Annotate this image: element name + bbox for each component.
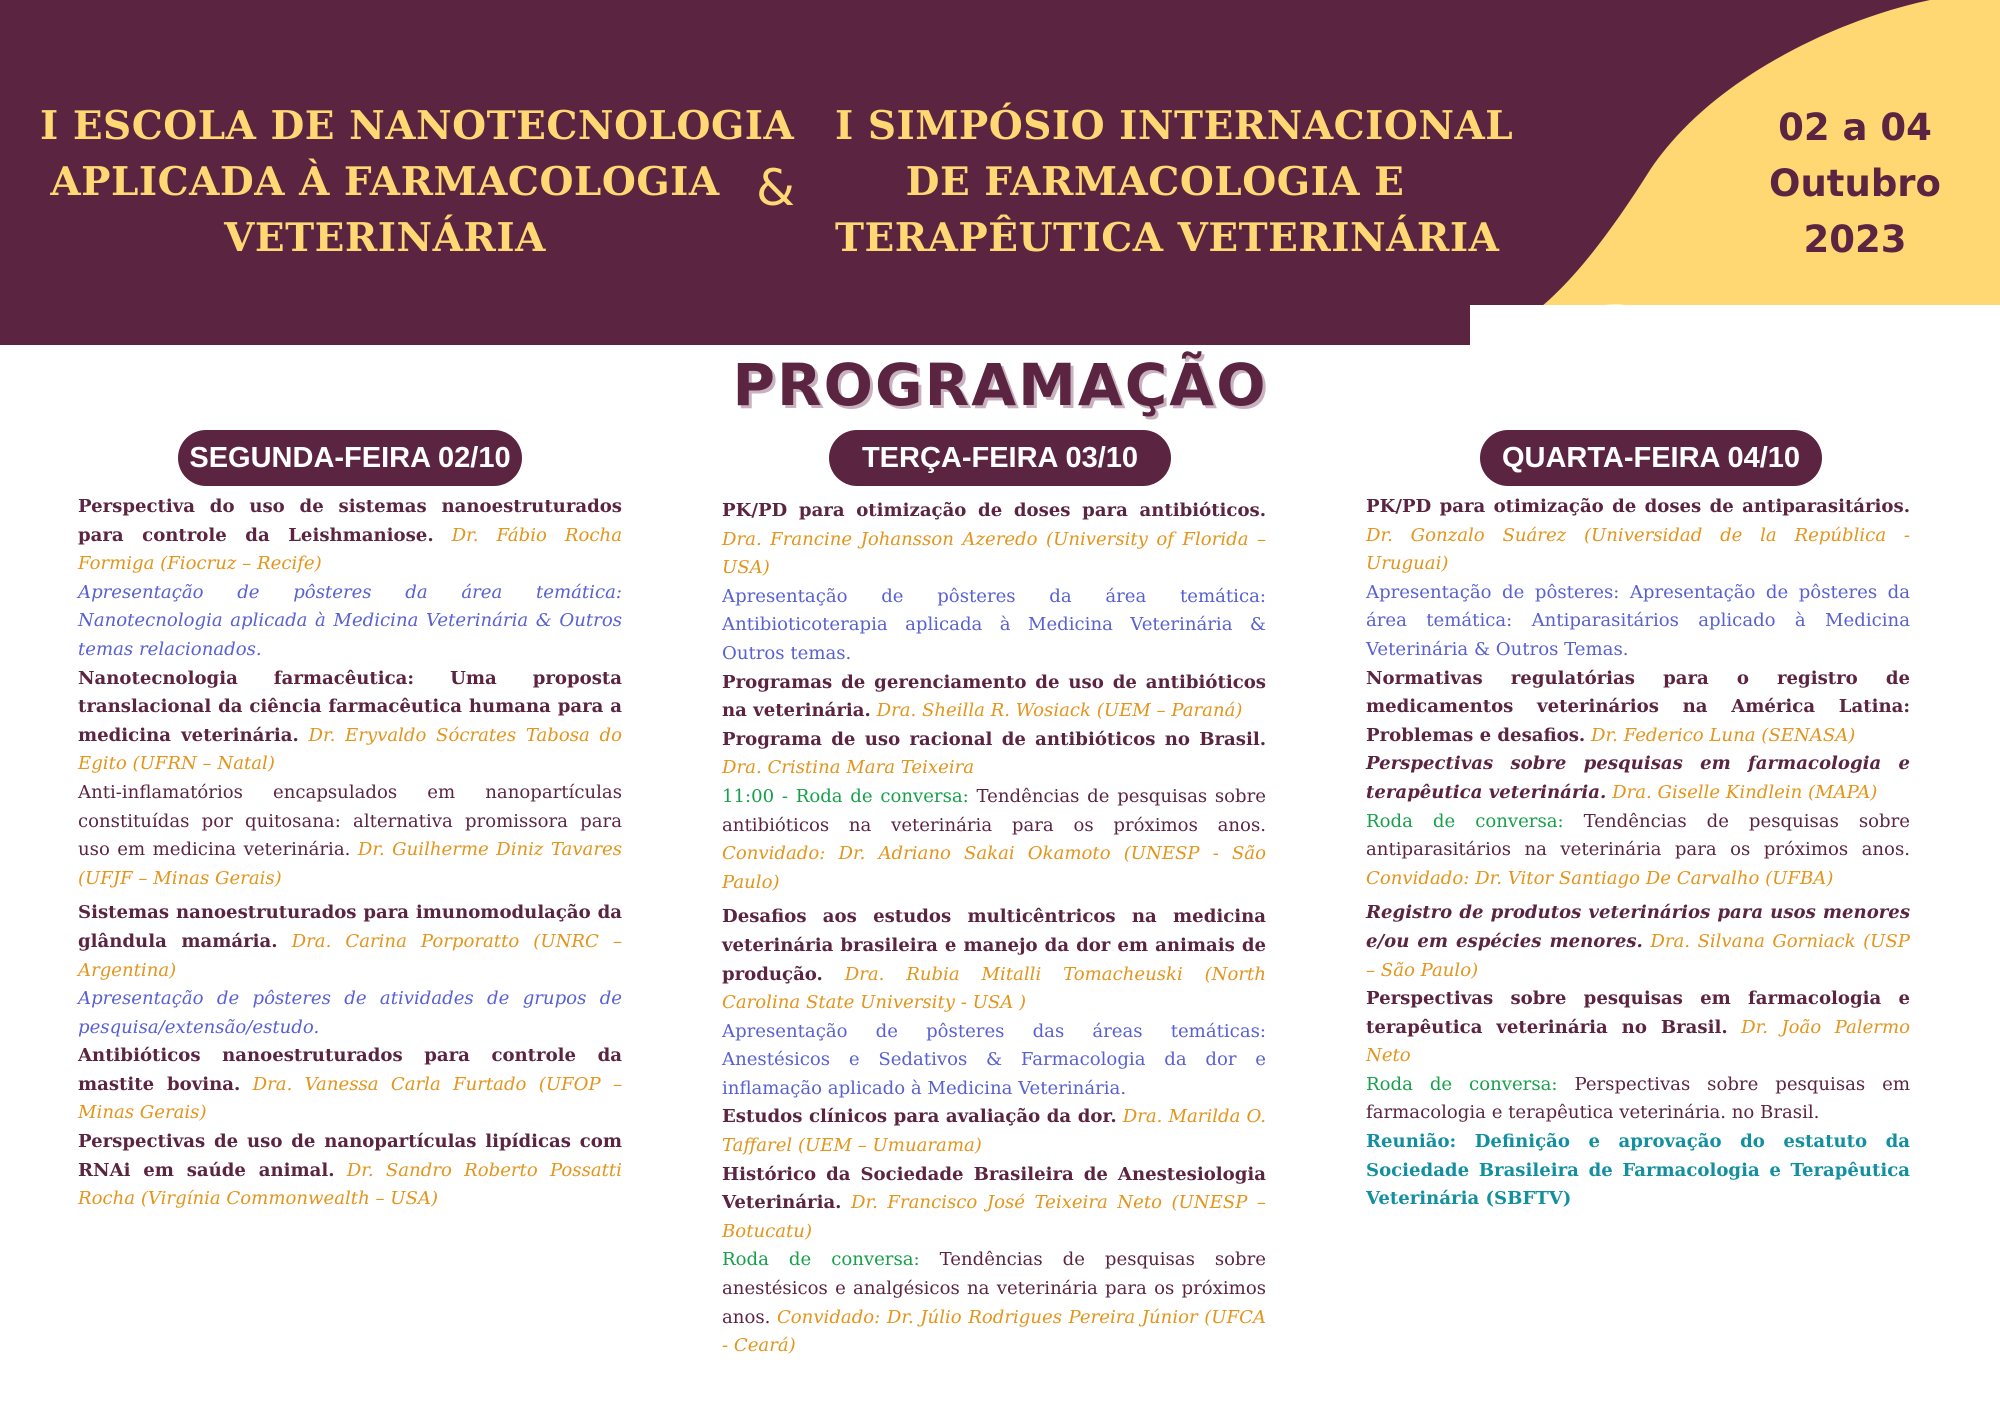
speaker: Dr. Francisco José Teixeira Neto (UNESP – Botucatu) bbox=[722, 1192, 1266, 1242]
schedule-item bbox=[78, 779, 622, 893]
talk-title: Histórico da Sociedade Brasileira de Anestesiologia Veterinária. bbox=[722, 1163, 1266, 1214]
schedule-item bbox=[1366, 985, 1910, 1071]
speaker: Dra. Cristina Mara Teixeira bbox=[722, 757, 975, 779]
symposium-title-line: I SIMPÓSIO INTERNACIONAL bbox=[835, 103, 1514, 149]
poster-session: Apresentação de pôsteres: Apresentação de pôsteres da área temática: Antiparasitários aplicado à Medicina Veterinária & Outros Temas. bbox=[1366, 581, 1910, 660]
speaker: Dr. Guilherme Diniz Tavares (UFJF – Minas Gerais) bbox=[78, 839, 622, 889]
talk-title: Perspectivas sobre pesquisas em farmacologia e terapêutica veterinária. bbox=[1366, 753, 1910, 803]
round-table-topic: Perspectivas sobre pesquisas em farmacologia e terapêutica veterinária. no Brasil. bbox=[1366, 1073, 1910, 1124]
poster-session: Apresentação de pôsteres da área temática: Antibioticoterapia aplicada à Medicina Veterinária & Outros temas. bbox=[722, 585, 1266, 664]
event-date-line: Outubro bbox=[1769, 162, 1941, 205]
symposium-title bbox=[835, 98, 1514, 266]
schedule-item bbox=[1366, 579, 1910, 665]
speaker: Dr. Federico Luna (SENASA) bbox=[1590, 724, 1856, 746]
talk-title: Sistemas nanoestruturados para imunomodulação da glândula mamária. bbox=[78, 902, 622, 952]
schedule-item bbox=[1366, 808, 1910, 894]
talk-title: Antibióticos nanoestruturados para controle da mastite bovina. bbox=[78, 1045, 622, 1095]
ampersand: & bbox=[756, 159, 795, 217]
schedule-item bbox=[722, 583, 1266, 669]
schedule-item bbox=[722, 1018, 1266, 1104]
talk-title: Registro de produtos veterinários para usos menores e/ou em espécies menores. bbox=[1366, 902, 1910, 952]
schedule-item bbox=[1366, 493, 1910, 579]
talk-title: Perspectiva do uso de sistemas nanoestruturados para controle da Leishmaniose. bbox=[78, 496, 622, 546]
speaker: Convidado: Dr. Adriano Sakai Okamoto (UNESP - São Paulo) bbox=[722, 843, 1266, 893]
schedule-item bbox=[1366, 899, 1910, 985]
round-table-topic: Tendências de pesquisas sobre antibióticos na veterinária para os próximos anos. bbox=[722, 785, 1266, 836]
speaker: Dra. Rubia Mitalli Tomacheuski (North Carolina State University - USA ) bbox=[722, 963, 1266, 1014]
speaker: Dr. João Palermo Neto bbox=[1366, 1016, 1910, 1067]
speaker: Dra. Vanessa Carla Furtado (UFOP – Minas Gerais) bbox=[78, 1073, 622, 1124]
schedule-item bbox=[78, 579, 622, 665]
speaker: Dr. Eryvaldo Sócrates Tabosa do Egito (UFRN – Natal) bbox=[78, 724, 622, 775]
day-header-tuesday: TERÇA-FEIRA 03/10 bbox=[829, 430, 1171, 486]
speaker: Dra. Sheilla R. Wosiack (UEM – Paraná) bbox=[876, 700, 1243, 722]
round-table-topic: Tendências de pesquisas sobre anestésicos e analgésicos na veterinária para os próximos anos. bbox=[722, 1249, 1266, 1328]
event-date-line: 2023 bbox=[1803, 218, 1907, 261]
schedule-item bbox=[78, 1128, 622, 1214]
day-header-monday: SEGUNDA-FEIRA 02/10 bbox=[178, 430, 522, 486]
school-title bbox=[40, 98, 795, 266]
schedule-item bbox=[722, 726, 1266, 783]
schedule-item bbox=[78, 899, 622, 985]
speaker: Convidado: Dr. Vitor Santiago De Carvalho (UFBA) bbox=[1366, 867, 1834, 889]
speaker: Dr. Fábio Rocha Formiga (Fiocruz – Recife) bbox=[78, 524, 622, 575]
speaker: Dr. Sandro Roberto Possatti Rocha (Virgínia Commonwealth – USA) bbox=[78, 1159, 622, 1210]
school-title-line: I ESCOLA DE NANOTECNOLOGIA bbox=[40, 103, 795, 149]
speaker: Dra. Marilda O. Taffarel (UEM – Umuarama) bbox=[722, 1106, 1266, 1157]
schedule-item bbox=[1366, 750, 1910, 807]
talk-title: Perspectivas sobre pesquisas em farmacologia e terapêutica veterinária no Brasil. bbox=[1366, 988, 1910, 1038]
program-title: PROGRAMAÇÃO bbox=[732, 351, 1268, 419]
poster-session: Apresentação de pôsteres da área temática: Nanotecnologia aplicada à Medicina Veterinária & Outros temas relacionados. bbox=[78, 581, 622, 660]
schedule-item bbox=[1366, 665, 1910, 751]
round-table-label: Roda de conversa: bbox=[1366, 810, 1564, 832]
talk-title: Anti-inflamatórios encapsulados em nanopartículas constituídas por quitosana: alternativa promissora para uso em medicina veterinária. bbox=[78, 781, 622, 861]
symposium-title-line: DE FARMACOLOGIA E bbox=[905, 159, 1405, 205]
schedule-column-monday bbox=[78, 493, 622, 1214]
talk-title: Normativas regulatórias para o registro de medicamentos veterinários na América Latina: Problemas e desafios. bbox=[1366, 667, 1910, 746]
speaker: Dra. Carina Porporatto (UNRC – Argentina) bbox=[78, 930, 622, 981]
schedule-item bbox=[78, 1042, 622, 1128]
talk-title: PK/PD para otimização de doses de antiparasitários. bbox=[1366, 496, 1910, 517]
schedule-item bbox=[722, 1246, 1266, 1360]
speaker: Convidado: Dr. Júlio Rodrigues Pereira Júnior (UFCA - Ceará) bbox=[722, 1306, 1266, 1357]
school-title-line: APLICADA À FARMACOLOGIA bbox=[50, 159, 720, 205]
round-table-topic: Tendências de pesquisas sobre antiparasitários na veterinária para os próximos anos. bbox=[1366, 810, 1910, 861]
round-table-label: Roda de conversa: bbox=[1366, 1073, 1558, 1095]
school-title-line: VETERINÁRIA bbox=[224, 215, 546, 261]
talk-title: Nanotecnologia farmacêutica: Uma proposta translacional da ciência farmacêutica humana para a medicina veterinária. bbox=[78, 667, 622, 746]
talk-title: PK/PD para otimização de doses para antibióticos. bbox=[722, 500, 1266, 521]
schedule-item bbox=[722, 903, 1266, 1017]
speaker: Dra. Giselle Kindlein (MAPA) bbox=[1612, 781, 1878, 803]
schedule-item bbox=[1366, 1128, 1910, 1214]
symposium-title-line: TERAPÊUTICA VETERINÁRIA bbox=[835, 215, 1500, 261]
schedule-item bbox=[78, 985, 622, 1042]
speaker: Dra. Silvana Gorniack (USP – São Paulo) bbox=[1366, 930, 1910, 981]
talk-title: Estudos clínicos para avaliação da dor. bbox=[722, 1106, 1117, 1128]
event-date-line: 02 a 04 bbox=[1778, 106, 1932, 149]
event-date bbox=[1720, 100, 1990, 268]
schedule-item bbox=[78, 493, 622, 579]
schedule-item bbox=[722, 1161, 1266, 1247]
speaker: Dra. Francine Johansson Azeredo (University of Florida – USA) bbox=[722, 528, 1266, 579]
day-header-wednesday: QUARTA-FEIRA 04/10 bbox=[1480, 430, 1822, 486]
round-table-label: Roda de conversa: bbox=[722, 1249, 920, 1271]
talk-title: Desafios aos estudos multicêntricos na medicina veterinária brasileira e manejo da dor em animais de produção. bbox=[722, 906, 1266, 985]
poster-session: Apresentação de pôsteres das áreas temáticas: Anestésicos e Sedativos & Farmacologia da dor e inflamação aplicado à Medicina Veterinária. bbox=[722, 1020, 1266, 1099]
round-table-label: 11:00 - Roda de conversa: bbox=[722, 785, 969, 807]
talk-title: Perspectivas de uso de nanopartículas lipídicas com RNAi em saúde animal. bbox=[78, 1131, 622, 1181]
speaker: Dr. Gonzalo Suárez (Universidad de la República - Uruguai) bbox=[1366, 524, 1910, 575]
schedule-item bbox=[722, 783, 1266, 897]
schedule-item bbox=[722, 497, 1266, 583]
meeting-item: Reunião: Definição e aprovação do estatuto da Sociedade Brasileira de Farmacologia e Terapêutica Veterinária (SBFTV) bbox=[1366, 1131, 1910, 1210]
schedule-item bbox=[1366, 1071, 1910, 1128]
schedule-column-wednesday bbox=[1366, 493, 1910, 1214]
schedule-column-tuesday bbox=[722, 497, 1266, 1361]
schedule-item bbox=[78, 665, 622, 779]
schedule-item bbox=[722, 1103, 1266, 1160]
poster-session: Apresentação de pôsteres de atividades de grupos de pesquisa/extensão/estudo. bbox=[78, 988, 622, 1038]
schedule-item bbox=[722, 669, 1266, 726]
talk-title: Programas de gerenciamento de uso de antibióticos na veterinária. bbox=[722, 671, 1266, 722]
talk-title: Programa de uso racional de antibióticos no Brasil. bbox=[722, 728, 1266, 750]
